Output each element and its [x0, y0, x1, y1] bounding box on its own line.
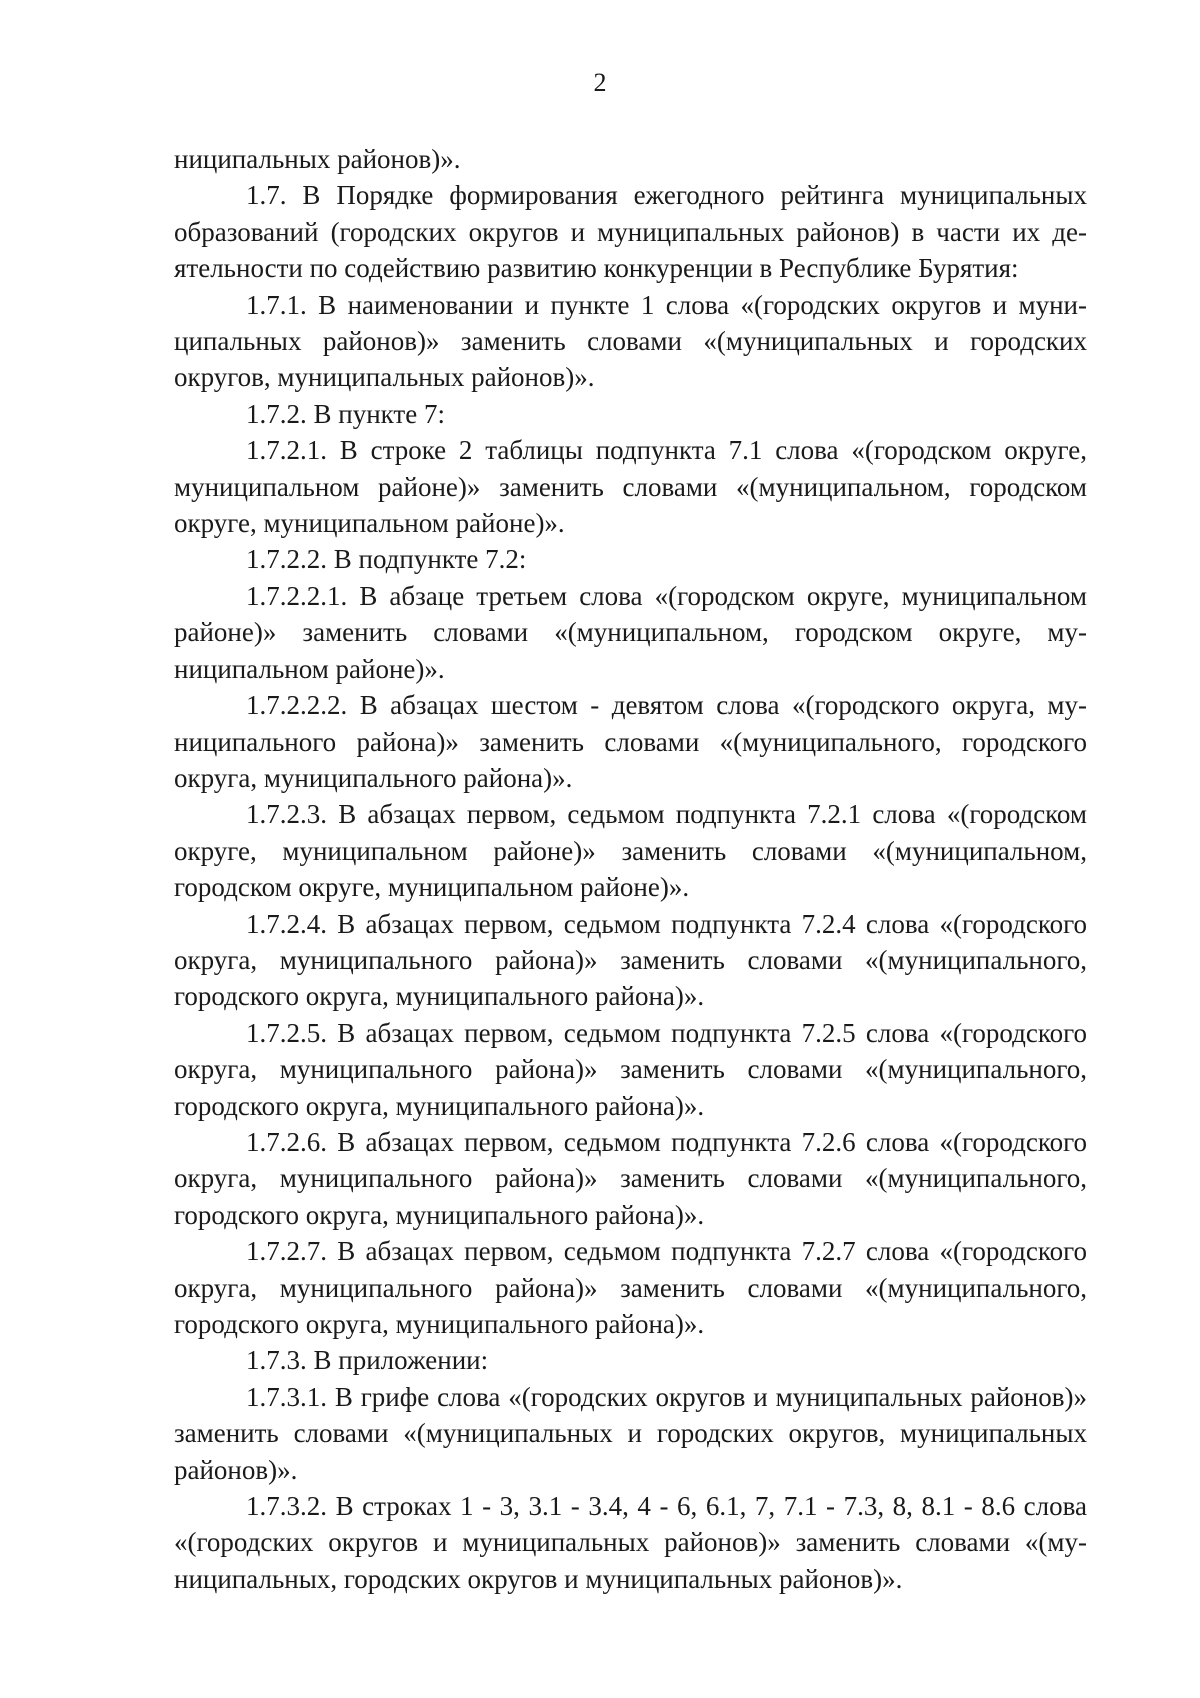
paragraph: 1.7.2.2. В подпункте 7.2:: [246, 544, 527, 575]
paragraph: 1.7.2.1. В строке 2 таблицы подпункта 7.1 слова «(городском округе, муниципальном районе)» заменить словами «(муниципальном, городском округе, муниципальном районе)».: [174, 435, 1087, 539]
paragraph: 1.7.3.2. В строках 1 - 3, 3.1 - 3.4, 4 - 6, 6.1, 7, 7.1 - 7.3, 8, 8.1 - 8.6 слова «(городских округов и муниципальных районов)» заменить словами «(муниципальных, городских округов и муниципальных районов)».: [174, 1491, 1087, 1594]
paragraph: 1.7.2.5. В абзацах первом, седьмом подпункта 7.2.5 слова «(городского округа, муниципального района)» заменить словами «(муниципального, городского округа, муниципального района)».: [174, 1017, 1087, 1121]
paragraph: ниципальных районов)».: [174, 144, 461, 174]
paragraph: 1.7. В Порядке формирования ежегодного рейтинга муниципальных образований (городских округов и муниципальных районов) в части их деятельности по содействию развитию конкуренции в Республике Бурятия:: [174, 180, 1087, 284]
paragraph: 1.7.2.4. В абзацах первом, седьмом подпункта 7.2.4 слова «(городского округа, муниципального района)» заменить словами «(муниципального, городского округа, муниципального района)».: [174, 908, 1087, 1012]
paragraph: 1.7.3.1. В грифе слова «(городских округов и муниципальных районов)» заменить словами «(муниципальных и городских округов, муниципальных районов)».: [174, 1381, 1087, 1485]
paragraph: 1.7.2.6. В абзацах первом, седьмом подпункта 7.2.6 слова «(городского округа, муниципального района)» заменить словами «(муниципального, городского округа, муниципального района)».: [174, 1126, 1087, 1230]
paragraph: 1.7.2. В пункте 7:: [246, 398, 445, 429]
document-body: [174, 141, 1087, 1597]
paragraph: 1.7.2.2.2. В абзацах шестом - девятом слова «(городского округа, муниципального района)» заменить словами «(муниципального, городского округа, муниципального района)».: [174, 690, 1087, 793]
paragraph: 1.7.2.2.1. В абзаце третьем слова «(городском округе, муниципальном районе)» заменить словами «(муниципальном, городском округе, муниципальном районе)».: [174, 580, 1087, 684]
paragraph: 1.7.2.7. В абзацах первом, седьмом подпункта 7.2.7 слова «(городского округа, муниципального района)» заменить словами «(муниципального, городского округа, муниципального района)».: [174, 1236, 1087, 1339]
page-number: 2: [593, 68, 607, 97]
paragraph: 1.7.2.3. В абзацах первом, седьмом подпункта 7.2.1 слова «(городском округе, муниципальном районе)» заменить словами «(муниципальном, городском округе, муниципальном районе)».: [174, 799, 1087, 903]
paragraph: 1.7.3. В приложении:: [246, 1345, 489, 1376]
paragraph: 1.7.1. В наименовании и пункте 1 слова «(городских округов и муниципальных районов)» заменить словами «(муниципальных и городских округов, муниципальных районов)».: [174, 289, 1087, 393]
